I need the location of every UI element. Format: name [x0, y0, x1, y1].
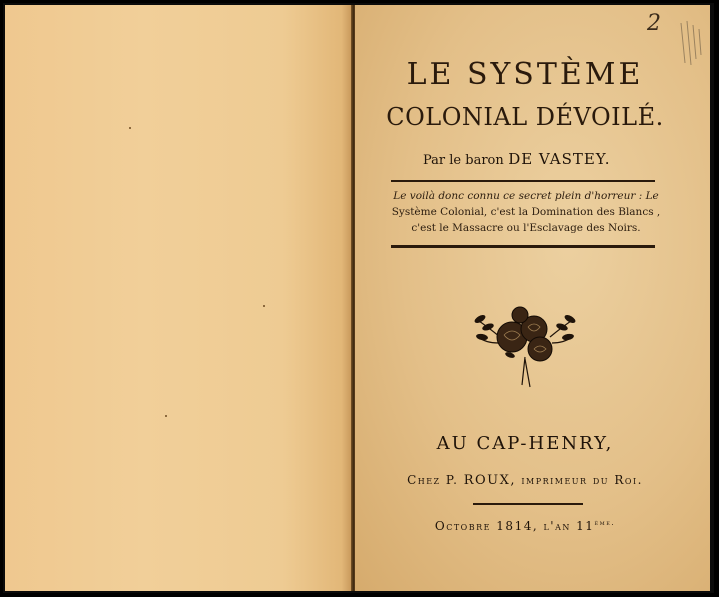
- date-text: Octobre 1814, l'an 11: [434, 519, 595, 533]
- imprint-publisher: [355, 473, 695, 488]
- title-line-1: LE SYSTÈME: [406, 57, 644, 92]
- imprint-rule: [473, 503, 583, 505]
- flower-bouquet-icon: [470, 297, 580, 392]
- date-superscript: ème.: [594, 519, 616, 527]
- title-page: [355, 5, 710, 591]
- publisher-name: ROUX,: [463, 473, 517, 488]
- publisher-suffix: imprimeur du Roi.: [521, 473, 643, 487]
- byline-author: DE VASTEY.: [508, 150, 611, 168]
- paper-speck: [129, 127, 131, 129]
- publisher-prefix: Chez P.: [407, 473, 459, 487]
- blank-left-page: [5, 5, 352, 591]
- epigraph-line-3: c'est le Massacre ou l'Esclavage des Noirs.: [411, 222, 641, 234]
- paper-speck: [263, 305, 265, 307]
- epigraph: [385, 188, 667, 236]
- imprint-place: AU CAP-HENRY,: [436, 433, 614, 454]
- page-number: 2: [647, 11, 661, 36]
- epigraph-line-2: Système Colonial, c'est la Domination des Blancs ,: [391, 206, 661, 218]
- top-rule: [391, 180, 655, 182]
- byline-prefix: Par le baron: [423, 153, 504, 168]
- paper-speck: [165, 415, 167, 417]
- title-line-2: COLONIAL DÉVOILÉ.: [386, 103, 664, 131]
- byline: [423, 150, 683, 168]
- epigraph-line-1: Le voilà donc connu ce secret plein d'horreur : Le: [393, 190, 659, 202]
- imprint-date: [355, 519, 695, 533]
- bottom-rule: [391, 245, 655, 248]
